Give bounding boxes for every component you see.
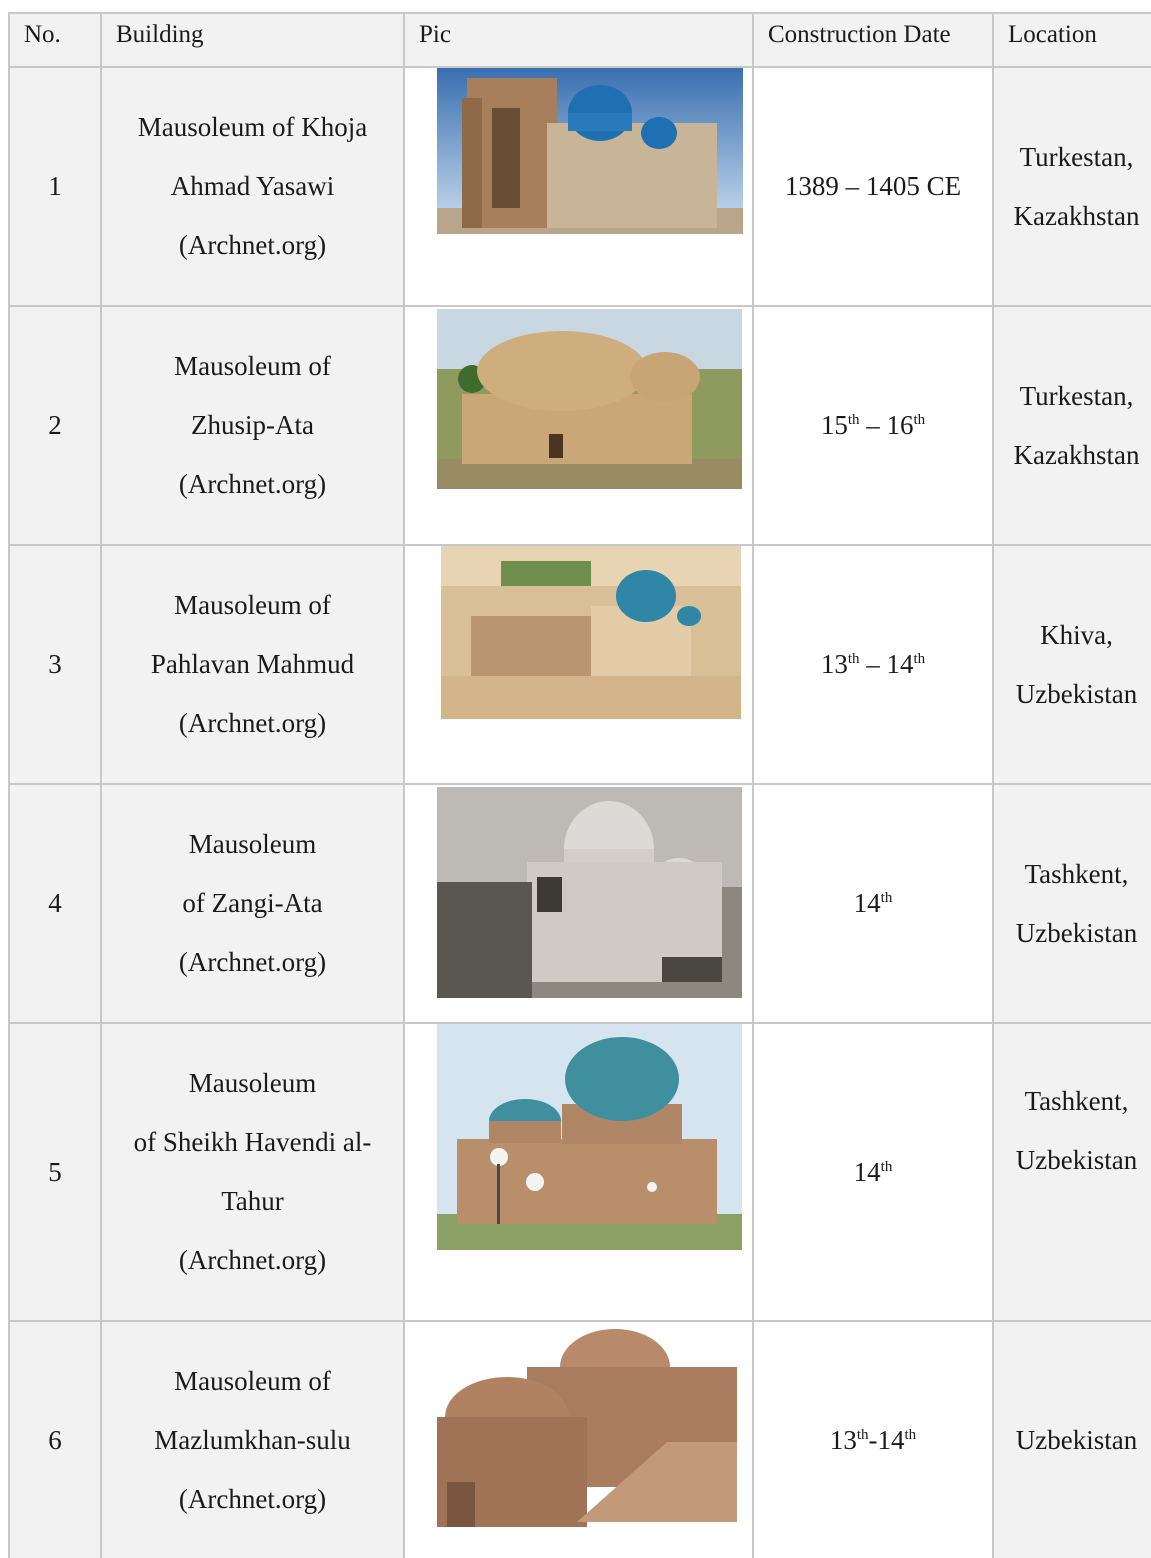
- construction-date: 13th-14th: [754, 1322, 994, 1558]
- building-line: Mausoleum of: [174, 1365, 331, 1396]
- building-name: [102, 1024, 405, 1320]
- header-construction-date: Construction Date: [754, 14, 994, 66]
- location: [994, 68, 1151, 305]
- location-line: Tashkent,: [1024, 1086, 1129, 1116]
- pic-cell: [405, 307, 754, 544]
- table-row: [8, 785, 1151, 1024]
- building-line: (Archnet.org): [178, 708, 327, 738]
- building-line: Mausoleum: [188, 829, 317, 859]
- mausoleum-photo: [437, 787, 742, 998]
- construction-date: 15th – 16th: [754, 307, 994, 544]
- building-line: Mausoleum of: [174, 590, 331, 620]
- table-header-row: [8, 12, 1151, 68]
- mausoleum-table: [8, 12, 1151, 1558]
- building-line: (Archnet.org): [178, 230, 327, 260]
- location: [994, 785, 1151, 1022]
- building-line: Mausoleum of Khoja: [137, 112, 368, 142]
- building-line: Mausoleum of: [174, 351, 331, 381]
- building-line: of Zangi-Ata: [182, 888, 323, 918]
- mausoleum-photo: [441, 546, 741, 719]
- building-line: (Archnet.org): [178, 1245, 327, 1275]
- location-line: Kazakhstan: [1013, 439, 1140, 470]
- location-line: Khiva,: [1040, 619, 1113, 650]
- building-name: [102, 1322, 405, 1558]
- location-line: Uzbekistan: [1015, 1145, 1138, 1175]
- pic-cell: [405, 1322, 754, 1558]
- construction-date: 14th: [754, 785, 994, 1022]
- pic-cell: [405, 68, 754, 305]
- header-pic: Pic: [405, 14, 754, 66]
- mausoleum-photo: [437, 1024, 742, 1250]
- building-line: Tahur: [221, 1186, 284, 1216]
- building-line: Mausoleum: [188, 1068, 317, 1098]
- location-line: Turkestan,: [1019, 141, 1134, 172]
- header-building: Building: [102, 14, 405, 66]
- pic-cell: [405, 785, 754, 1022]
- location: [994, 546, 1151, 783]
- table-row: [8, 1024, 1151, 1322]
- pic-cell: [405, 1024, 754, 1320]
- construction-date: 14th: [754, 1024, 994, 1320]
- building-line: Zhusip-Ata: [191, 410, 314, 440]
- building-line: Pahlavan Mahmud: [150, 649, 355, 679]
- building-name: [102, 307, 405, 544]
- building-line: Mazlumkhan-sulu: [154, 1424, 351, 1455]
- location: [994, 1024, 1151, 1320]
- location-line: Uzbekistan: [1015, 1424, 1138, 1455]
- construction-date: 13th – 14th: [754, 546, 994, 783]
- building-name: [102, 785, 405, 1022]
- building-line: (Archnet.org): [178, 947, 327, 977]
- building-name: [102, 546, 405, 783]
- table-row: [8, 68, 1151, 307]
- location-line: Turkestan,: [1019, 380, 1134, 411]
- row-number: 2: [8, 307, 102, 544]
- table-row: [8, 1322, 1151, 1558]
- pic-cell: [405, 546, 754, 783]
- mausoleum-photo: [437, 1322, 742, 1544]
- table-row: [8, 546, 1151, 785]
- table-row: [8, 307, 1151, 546]
- location: [994, 1322, 1151, 1558]
- row-number: 5: [8, 1024, 102, 1320]
- location: [994, 307, 1151, 544]
- header-no: No.: [8, 14, 102, 66]
- location-line: Uzbekistan: [1015, 678, 1138, 709]
- location-line: Uzbekistan: [1015, 917, 1138, 948]
- building-line: Ahmad Yasawi: [170, 171, 335, 201]
- location-line: Kazakhstan: [1013, 200, 1140, 231]
- row-number: 6: [8, 1322, 102, 1558]
- building-line: (Archnet.org): [178, 1483, 327, 1514]
- row-number: 1: [8, 68, 102, 305]
- building-name: [102, 68, 405, 305]
- row-number: 4: [8, 785, 102, 1022]
- building-line: (Archnet.org): [178, 469, 327, 499]
- mausoleum-photo: [437, 309, 742, 489]
- header-location: Location: [994, 14, 1151, 66]
- row-number: 3: [8, 546, 102, 783]
- building-line: of Sheikh Havendi al-: [133, 1127, 372, 1157]
- location-line: Tashkent,: [1024, 858, 1129, 889]
- mausoleum-photo: [437, 68, 743, 234]
- construction-date: 1389 – 1405 CE: [754, 68, 994, 305]
